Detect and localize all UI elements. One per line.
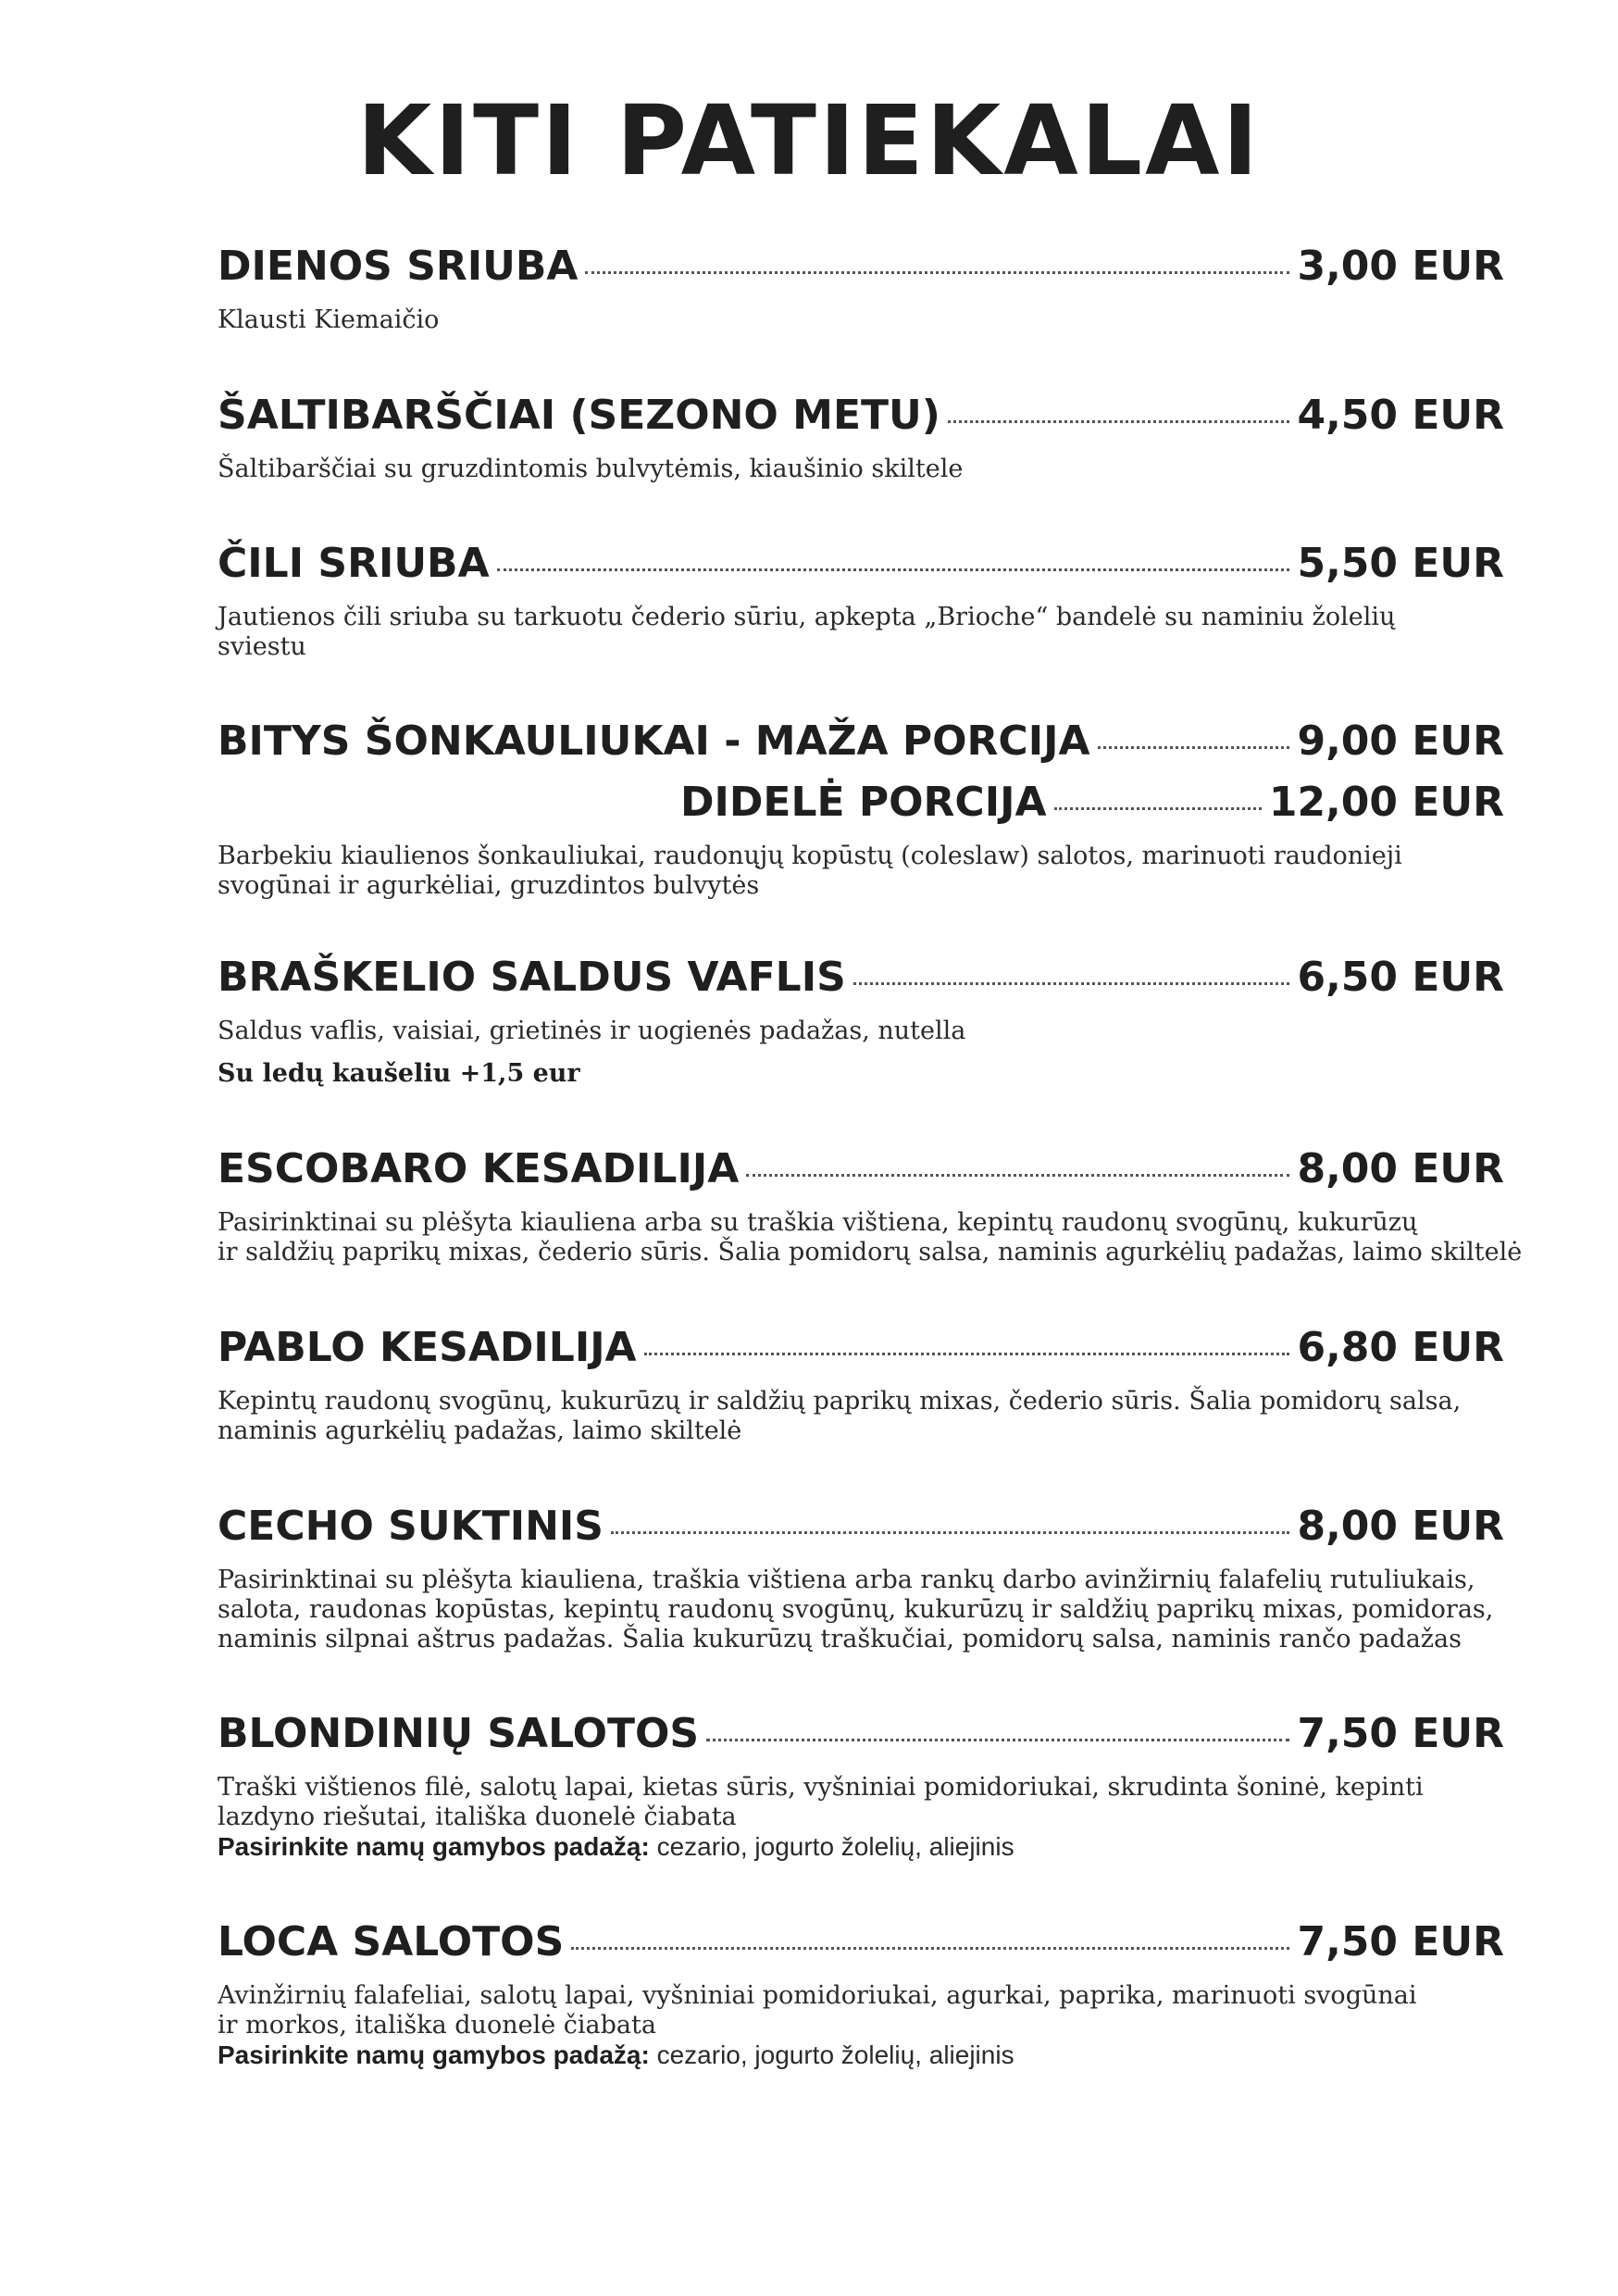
menu-item-row	[218, 1918, 1504, 1979]
sauce-label: Pasirinkite namų gamybos padažą:	[218, 2040, 650, 2069]
menu-item	[218, 1145, 1550, 1267]
sauce-choice	[218, 1832, 1014, 1861]
dot-leader	[948, 420, 1290, 423]
sauce-choice	[218, 2040, 1014, 2069]
menu-item-name: BLONDINIŲ SALOTOS	[218, 1710, 700, 1757]
sauce-options: cezario, jogurto žolelių, aliejinis	[656, 1832, 1014, 1861]
menu-item	[218, 1710, 1550, 1863]
menu-item	[218, 954, 1550, 1089]
description-line: ir morkos, itališka duonelė čiabata	[218, 2011, 656, 2040]
description-line: Avinžirnių falafeliai, salotų lapai, vyšniniai pomidoriukai, agurkai, paprika, marinuoti svogūnai	[218, 1981, 1417, 2010]
menu-item-description	[218, 603, 1550, 662]
menu-item-row	[218, 392, 1504, 453]
description-line: Traški vištienos filė, salotų lapai, kietas sūris, vyšniniai pomidoriukai, skrudinta šoninė, kepinti	[218, 1773, 1424, 1802]
description-line: Šaltibarščiai su gruzdintomis bulvytėmis, kiaušinio skiltele	[218, 455, 964, 483]
menu-item-price: 7,50 EUR	[1297, 1918, 1504, 1965]
description-line: svogūnai ir agurkėliai, gruzdintos bulvytės	[218, 871, 760, 900]
menu-item-price: 8,00 EUR	[1297, 1503, 1504, 1550]
menu-item-name: LOCA SALOTOS	[218, 1918, 565, 1965]
menu-item-price: 4,50 EUR	[1297, 392, 1504, 439]
description-line: Saldus vaflis, vaisiai, grietinės ir uogienės padažas, nutella	[218, 1017, 966, 1045]
menu-item-row	[218, 243, 1504, 304]
menu-item-name: ESCOBARO KESADILIJA	[218, 1145, 740, 1192]
menu-item-price: 8,00 EUR	[1297, 1145, 1504, 1192]
menu-item-row	[218, 954, 1504, 1015]
menu-item-name-large: DIDELĖ PORCIJA	[680, 779, 1047, 826]
sauce-options: cezario, jogurto žolelių, aliejinis	[656, 2040, 1014, 2069]
menu-item-description	[218, 1387, 1550, 1446]
dot-leader	[706, 1739, 1289, 1741]
dot-leader	[644, 1353, 1290, 1355]
menu-item-row	[218, 540, 1504, 601]
menu-item-name: DIENOS SRIUBA	[218, 243, 579, 290]
description-line: sviestu	[218, 632, 306, 661]
page-title: KITI PATIEKALAI	[356, 84, 1262, 197]
dot-leader	[571, 1947, 1289, 1950]
menu-item-description	[218, 1208, 1550, 1267]
description-line: lazdyno riešutai, itališka duonelė čiabata	[218, 1803, 737, 1831]
menu-item	[218, 1503, 1550, 1654]
dot-leader	[585, 271, 1289, 274]
menu-item-name: BRAŠKELIO SALDUS VAFLIS	[218, 954, 846, 1001]
menu-item-row-large	[218, 779, 1504, 840]
sauce-label: Pasirinkite namų gamybos padažą:	[218, 1832, 650, 1861]
menu-item-description	[218, 455, 1550, 484]
menu-item-description	[218, 1566, 1550, 1654]
menu-item-description	[218, 842, 1550, 901]
dot-leader	[853, 982, 1290, 985]
menu-item-name: ŠALTIBARŠČIAI (SEZONO METU)	[218, 392, 940, 439]
menu-item-row	[218, 1710, 1504, 1771]
menu-item-price: 6,80 EUR	[1297, 1324, 1504, 1371]
dot-leader	[497, 568, 1290, 571]
menu-item-row	[218, 1503, 1504, 1564]
menu-item-description	[218, 1773, 1550, 1863]
menu-item-name: ČILI SRIUBA	[218, 540, 490, 587]
description-line: Jautienos čili sriuba su tarkuotu čederio sūriu, apkepta „Brioche“ bandelė su naminiu žolelių	[218, 603, 1396, 631]
description-line: Pasirinktinai su plėšyta kiauliena, traškia vištiena arba rankų darbo avinžirnių falafelių rutuliukais,	[218, 1566, 1475, 1594]
menu-item-price: 3,00 EUR	[1297, 243, 1504, 290]
menu-item	[218, 1324, 1550, 1446]
description-line: salota, raudonas kopūstas, kepintų raudonų svogūnų, kukurūzų ir saldžių paprikų mixas, pomidoras,	[218, 1595, 1494, 1624]
menu-item-row	[218, 1145, 1504, 1206]
description-line: Pasirinktinai su plėšyta kiauliena arba su traškia vištiena, kepintų raudonų svogūnų, kukurūzų	[218, 1208, 1418, 1237]
description-line: Kepintų raudonų svogūnų, kukurūzų ir saldžių paprikų mixas, čederio sūris. Šalia pomidorų salsa,	[218, 1387, 1462, 1416]
menu-item-extra: Su ledų kaušeliu +1,5 eur	[218, 1059, 580, 1088]
menu-item-description	[218, 1981, 1550, 2071]
description-line: Barbekiu kiaulienos šonkauliukai, raudonųjų kopūstų (coleslaw) salotos, marinuoti raudonieji	[218, 842, 1402, 870]
menu-item-name: CECHO SUKTINIS	[218, 1503, 604, 1550]
menu-item	[218, 1918, 1550, 2071]
menu-item	[218, 243, 1550, 335]
dot-leader	[1054, 807, 1262, 810]
menu-item-row	[218, 1324, 1504, 1385]
menu-item-price: 7,50 EUR	[1297, 1710, 1504, 1757]
description-line: Klausti Kiemaičio	[218, 306, 440, 334]
menu-item	[218, 392, 1550, 484]
menu-item-row	[218, 718, 1504, 779]
menu-item-price: 5,50 EUR	[1297, 540, 1504, 587]
menu-item-description	[218, 306, 1550, 335]
dot-leader	[746, 1174, 1289, 1177]
dot-leader	[611, 1531, 1289, 1534]
menu-item-price: 6,50 EUR	[1297, 954, 1504, 1001]
description-line: naminis silpnai aštrus padažas. Šalia kukurūzų traškučiai, pomidorų salsa, naminis rančo padažas	[218, 1625, 1462, 1653]
menu-item-price-large: 12,00 EUR	[1268, 779, 1504, 826]
menu-item-name: BITYS ŠONKAULIUKAI - MAŽA PORCIJA	[218, 718, 1090, 765]
dot-leader	[1098, 746, 1290, 749]
menu-item-description	[218, 1017, 1550, 1046]
menu-item-price: 9,00 EUR	[1297, 718, 1504, 765]
description-line: naminis agurkėlių padažas, laimo skiltelė	[218, 1416, 742, 1445]
description-line: ir saldžių paprikų mixas, čederio sūris. Šalia pomidorų salsa, naminis agurkėlių padažas, laimo skiltelė	[218, 1238, 1523, 1267]
menu-item	[218, 540, 1550, 662]
menu-item	[218, 718, 1550, 901]
menu-item-name: PABLO KESADILIJA	[218, 1324, 637, 1371]
